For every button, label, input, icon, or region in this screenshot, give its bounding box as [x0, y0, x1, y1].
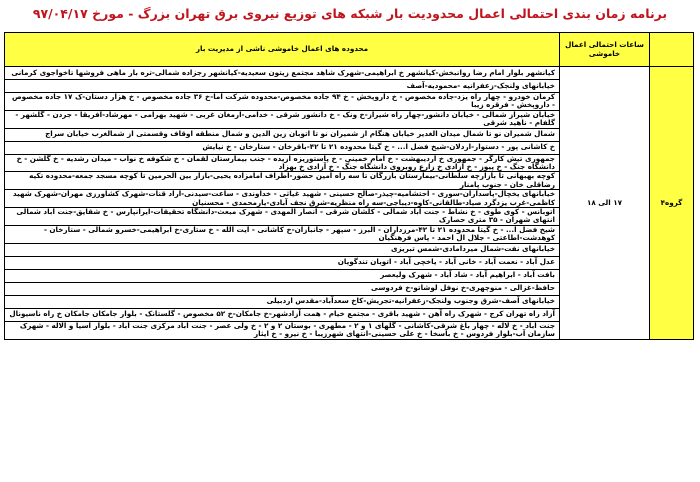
area-cell: عدل آباد - نعمت آباد - خانی آباد - یاخچی آباد - اتوبان تندگویان: [5, 256, 560, 269]
area-cell: جنت آباد - خ لاله - چهار باغ شرقی-کاشانی - گلهای ۱ و ۲ - مطهری - بوستان ۲ و ۲ - خ ولی عصر - جنت آباد مرکزی جنت آباد - بلوار آسیا و آلاله - شهرک سازمان آب-بلوار فردوس - خ باسخا - خ علی حسینی-انتهای شهرزیبا - خ نیرو - خ ایثار: [5, 321, 560, 339]
area-cell: خیابانهای ولنجک-زعفرانیه -محمودیه-آصف: [5, 80, 560, 93]
schedule-table: [4, 32, 694, 340]
area-cell: اتوبانس - کوی طوی - خ نشاط - جنت آباد شمالی - کلشان شرقی - انصار المهدی - شهرک مبعث-دانشگاه تحقیقات-ایرانپارس - خ شقایق-جنت آباد شمالی انتهای شهران - ۳۵ متری حصارک: [5, 208, 560, 226]
area-cell: خ کاشانی پور - دستوار-اردلان-شیخ فضل ا... - خ گیتا محدوده ۲۱ تا ۴۲-باقرخان - ستارخان - خ نیایش: [5, 141, 560, 154]
group-header-cell: [650, 33, 694, 67]
area-cell: شمال شمیران نو تا شمال میدان الغدیر خیابان هنگام از شمیران نو تا اتوبان زین الدین و شمال منطقه اوقاف وقسمتی از شمالغرب خیابان سراج: [5, 128, 560, 141]
group-cell: گروه۴: [650, 67, 694, 340]
area-cell: حافظ-غزالی - منوچهری-خ نوفل لوشاتو-خ فردوسی: [5, 282, 560, 295]
page-title: برنامه زمان بندی احتمالی اعمال محدودیت بار شبکه های توزیع نیروی برق تهران بزرگ - مورخ ۹۷/۰۴/۱۷: [32, 6, 668, 21]
area-cell: خیابانهای آصف-شرق وجنوب ولنجک-زعفرانیه-تجریش-کاخ سعدآباد-مقدس اردبیلی: [5, 295, 560, 308]
area-cell: آزاد راه تهران کرج - شهرک راه آهن - شهید باقری - مجتمع خیام - همت آزادشهر-خ جامکان-خ ۵۲ مخصوص - گلستانک - بلوار جامکان جامکان خ راه ناسیونال: [5, 308, 560, 321]
area-cell: خیابانهای نفت-شمال میردامادی-شمس تبریزی: [5, 243, 560, 256]
area-cell: شیخ فضل ا... - خ گیتا محدوده ۲۱ تا ۴۲-مرزداران - البرز - سپهر - جانبازان-خ کاشانی - آیت الله - خ ستاری-خ ابراهیمی-خسرو شمالی - ستارخان - کوهدشت-اطاعتی - جلال ال احمد - پاس فرهنگیان: [5, 225, 560, 243]
table-row: [5, 67, 694, 80]
area-cell: جمهوری تیش کارگر - جمهوری خ اردیبهشت - خ امام خمینی - خ پاستوریزه آزیده - جنب بیمارستان لقمان - خ شکوفه خ نواب - میدان رشدیه - خ گلشن - خ دانشگاه جنگ - خ پیوز - خ آزادی خ زارع روبروی دانشگاه جنگ - خ آزادی خ بهزاد: [5, 154, 560, 172]
time-header-cell: ساعات احتمالی اعمال خاموشی: [560, 33, 650, 67]
header-row: [5, 33, 694, 67]
area-cell: کوچه بهبهانی تا بازارچه سلطانی-بیمارستان بازرگان تا سه راه امین حضور-اطراف امامزاده یحیی-بازار بین الحرمین تا کوچه مسجد جمعه-محدوده تکیه رضاقلی خان - جنوب پامنار: [5, 172, 560, 190]
areas-header-cell: محدوده های اعمال خاموشی ناشی از مدیریت بار: [5, 33, 560, 67]
area-cell: خیابانهای یخچال-پاسداران-سوری - احتشامیه-چیذر-صالح حسینی - شهید غیاثی - خداوندی - ساعت-سیدنی-اراد قنات-شهرک کشاورزی مهران-شهرک شهید کاظمی-غرب یزدگرد صیاد-طالقانی-کاوه-دیباجی-سه راه منظریه-شرق نجف آبادی-یارمحمدی - محسنیان: [5, 190, 560, 208]
area-cell: خیابان شیراز شمالی - خیابان دانشور-چهار راه شیراز-خ ونک - خ دانشور شرقی - خدامی-ارمغان غربی - شهید بهرامی - مهرشاد-آفریقا - جردن - گلشهر - گلفام - ناهید شرقی: [5, 110, 560, 128]
area-cell: کیانشهر بلوار امام رضا روانبخش-کیانشهر خ ابراهیمی-شهرک شاهد مجتمع زیتون سعیدیه-کیانشهر رجزاده شمالی-تره بار ماهی فروشها تاخواجوی کرمانی: [5, 67, 560, 80]
area-cell: بافت آباد - ابراهیم آباد - شاد آباد - شهرک ولیعصر: [5, 269, 560, 282]
area-cell: کرمان خودرو - چهار راه یزد-جاده مخصوص - خ داروپخش - خ ۹۴ جاده مخصوص-محدوده شرکت آما-خ ۳۶ جاده مخصوص - خ هزار دستان-ک ۱۷ جاده مخصوص - داروپخش - فرقره زیبا: [5, 93, 560, 111]
time-range-cell: ۱۷ الی ۱۸: [560, 67, 650, 340]
